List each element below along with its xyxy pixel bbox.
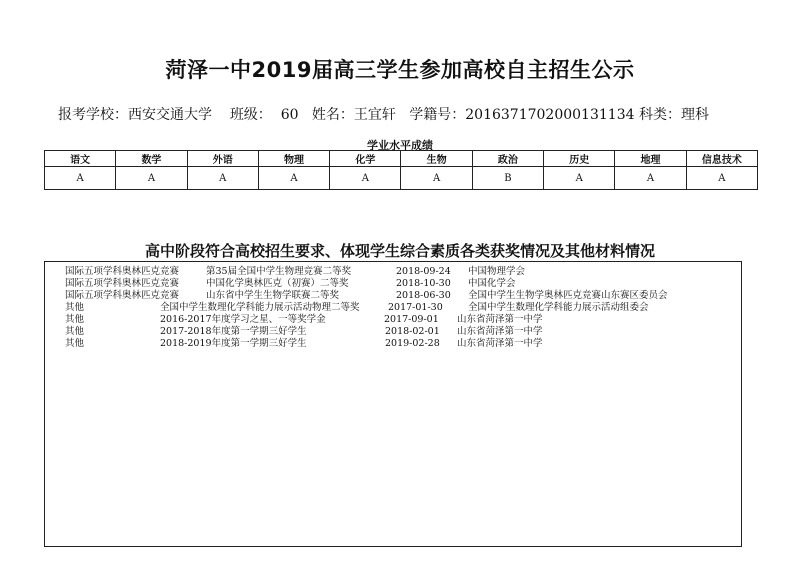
grades-header-row [45,151,758,167]
grades-score-row [45,167,758,190]
score-cell: A [45,167,116,190]
page-title: 菏泽一中2019届高三学生参加高校自主招生公示 [165,58,635,82]
award-name: 第35届全国中学生物理竞赛二等奖 [206,266,352,277]
award-category: 其他 [65,326,85,337]
track-value: 理科 [680,107,709,123]
award-category: 其他 [65,302,85,313]
score-cell: A [544,167,615,190]
subject-header: 外语 [187,151,258,167]
award-name: 全国中学生数理化学科能力展示活动物理二等奖 [160,302,360,313]
subject-header: 历史 [544,151,615,167]
name-value: 王宜轩 [353,107,396,123]
subject-header: 物理 [258,151,329,167]
name-label: 姓名： [311,107,354,123]
score-cell: A [401,167,472,190]
award-name: 2017-2018年度第一学期三好学生 [160,326,307,337]
class-label: 班级： [229,107,272,123]
score-cell: A [187,167,258,190]
award-issuer: 全国中学生数理化学科能力展示活动组委会 [468,302,649,313]
student-id-label: 学籍号： [409,107,466,123]
award-issuer: 全国中学生生物学奥林匹克竞赛山东赛区委员会 [468,290,668,301]
award-issuer: 山东省菏泽第一中学 [457,338,543,349]
grades-table [44,150,758,190]
award-issuer: 中国物理学会 [468,266,526,277]
award-category: 其他 [65,314,85,325]
award-date: 2017-09-01 [384,314,439,325]
award-date: 2018-10-30 [396,278,451,289]
score-cell: A [615,167,686,190]
subject-header: 化学 [330,151,401,167]
award-issuer: 中国化学会 [468,278,516,289]
score-cell: B [472,167,543,190]
subject-header: 地理 [615,151,686,167]
subject-header: 信息技术 [686,151,757,167]
awards-heading: 高中阶段符合高校招生要求、体现学生综合素质各类获奖情况及其他材料情况 [144,242,655,260]
award-name: 中国化学奥林匹克（初赛）二等奖 [206,278,349,289]
subject-header: 语文 [45,151,116,167]
school-label: 报考学校： [58,107,128,123]
award-date: 2018-02-01 [385,326,440,337]
student-id-value: 2016371702000131134 [465,107,635,123]
class-value: 60 [280,107,299,123]
track-label: 科类： [638,107,681,123]
awards-box [44,261,742,547]
grades-caption: 学业水平成绩 [367,139,433,152]
award-date: 2018-09-24 [396,266,451,277]
score-cell: A [258,167,329,190]
award-issuer: 山东省菏泽第一中学 [457,326,543,337]
score-cell: A [116,167,187,190]
subject-header: 政治 [472,151,543,167]
award-category: 其他 [65,338,85,349]
subject-header: 数学 [116,151,187,167]
score-cell: A [330,167,401,190]
award-category: 国际五项学科奥林匹克竞赛 [65,290,180,301]
award-date: 2018-06-30 [396,290,451,301]
award-name: 山东省中学生生物学联赛二等奖 [206,290,340,301]
score-cell: A [686,167,757,190]
school-value: 西安交通大学 [128,107,212,123]
subject-header: 生物 [401,151,472,167]
award-category: 国际五项学科奥林匹克竞赛 [65,278,180,289]
award-issuer: 山东省菏泽第一中学 [457,314,543,325]
award-date: 2019-02-28 [385,338,440,349]
award-date: 2017-01-30 [388,302,443,313]
award-name: 2016-2017年度学习之星、一等奖学金 [160,314,326,325]
student-info-line [58,104,709,124]
award-category: 国际五项学科奥林匹克竞赛 [65,266,180,277]
award-name: 2018-2019年度第一学期三好学生 [160,338,307,349]
